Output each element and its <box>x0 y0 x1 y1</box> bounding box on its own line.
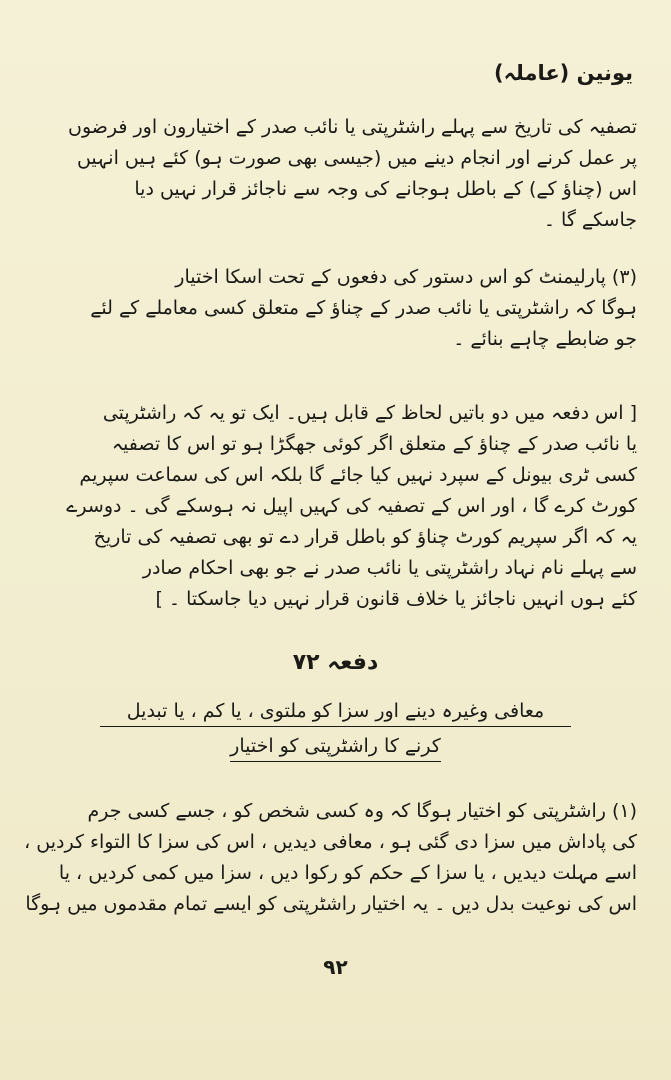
text-line: جاسکے گا ۔ <box>543 209 637 231</box>
running-header: یونین (عاملہ) <box>493 61 633 85</box>
text-line: اس کی نوعیت بدل دیں ۔ یہ اختیار راشٹرپتی کو ایسے تمام مقدموں میں ہوگا <box>25 893 637 915</box>
text-line: تصفیہ کی تاریخ سے پہلے راشٹرپتی یا نائب صدر کے اختیارون اور فرضوں <box>68 116 637 138</box>
text-line: جو ضابطے چاہے بنائے ۔ <box>453 328 637 350</box>
text-line: ہوگا کہ راشٹرپتی یا نائب صدر کے چناؤ کے متعلق کسی معاملے کے لئے <box>90 297 637 319</box>
text-line: اس (چناؤ کے) کے باطل ہوجانے کی وجہ سے ناجائز قرار نہیں دیا <box>134 178 637 200</box>
paragraph-2 <box>34 262 637 355</box>
section-title: دفعہ ۷۲ <box>292 650 379 675</box>
text-line: سے پہلے نام نہاد راشٹرپتی یا نائب صدر نے جو بھی احکام صادر <box>142 557 637 579</box>
text-line: اسے مہلت دیدیں ، یا سزا کے حکم کو رکوا دیں ، سزا میں کمی کردیں ، یا <box>58 862 637 884</box>
text-line: کسی ٹری بیونل کے سپرد نہیں کیا جائے گا بلکہ اس کی سماعت سپریم <box>79 464 637 486</box>
text-line: [ اس دفعہ میں دو باتیں لحاظ کے قابل ہیں۔ ایک تو یہ کہ راشٹرپتی <box>102 402 637 424</box>
subheading-line-1: معافی وغیرہ دینے اور سزا کو ملتوی ، یا کم ، یا تبدیل <box>100 700 571 727</box>
text-line: (۳) پارلیمنٹ کو اس دستور کی دفعوں کے تحت اسکا اختیار <box>175 266 637 288</box>
text-line: یا نائب صدر کے چناؤ کے متعلق اگر کوئی جھگڑا ہو تو اس کا تصفیہ <box>111 433 637 455</box>
text-line: کورٹ کرے گا ، اور اس کے تصفیہ کی کہیں اپیل نہ ہوسکے گی ۔ دوسرے <box>66 495 637 517</box>
subheading-line-2: کرنے کا راشٹرپتی کو اختیار <box>230 727 441 762</box>
text-line: کئے ہوں انہیں ناجائز یا خلاف قانون قرار نہیں دیا جاسکتا ۔ ] <box>155 588 637 610</box>
text-line: (۱) راشٹرپتی کو اختیار ہوگا کہ وہ کسی شخص کو ، جسے کسی جرم <box>87 800 637 822</box>
paragraph-4 <box>24 796 637 920</box>
paragraph-1 <box>34 112 637 236</box>
text-line: یہ کہ اگر سپریم کورٹ چناؤ کو باطل قرار دے تو بھی تصفیہ کی تاریخ <box>93 526 637 548</box>
page-number: ۹۲ <box>323 955 348 979</box>
section-subheading <box>100 700 571 762</box>
text-line: پر عمل کرنے اور انجام دینے میں (جیسی بھی صورت ہو) کئے ہیں انہیں <box>76 147 637 169</box>
paragraph-3-commentary <box>34 398 637 615</box>
text-line: کی پاداش میں سزا دی گئی ہو ، معافی دیدیں ، اس کی سزا کا التواء کردیں ، <box>24 831 637 853</box>
